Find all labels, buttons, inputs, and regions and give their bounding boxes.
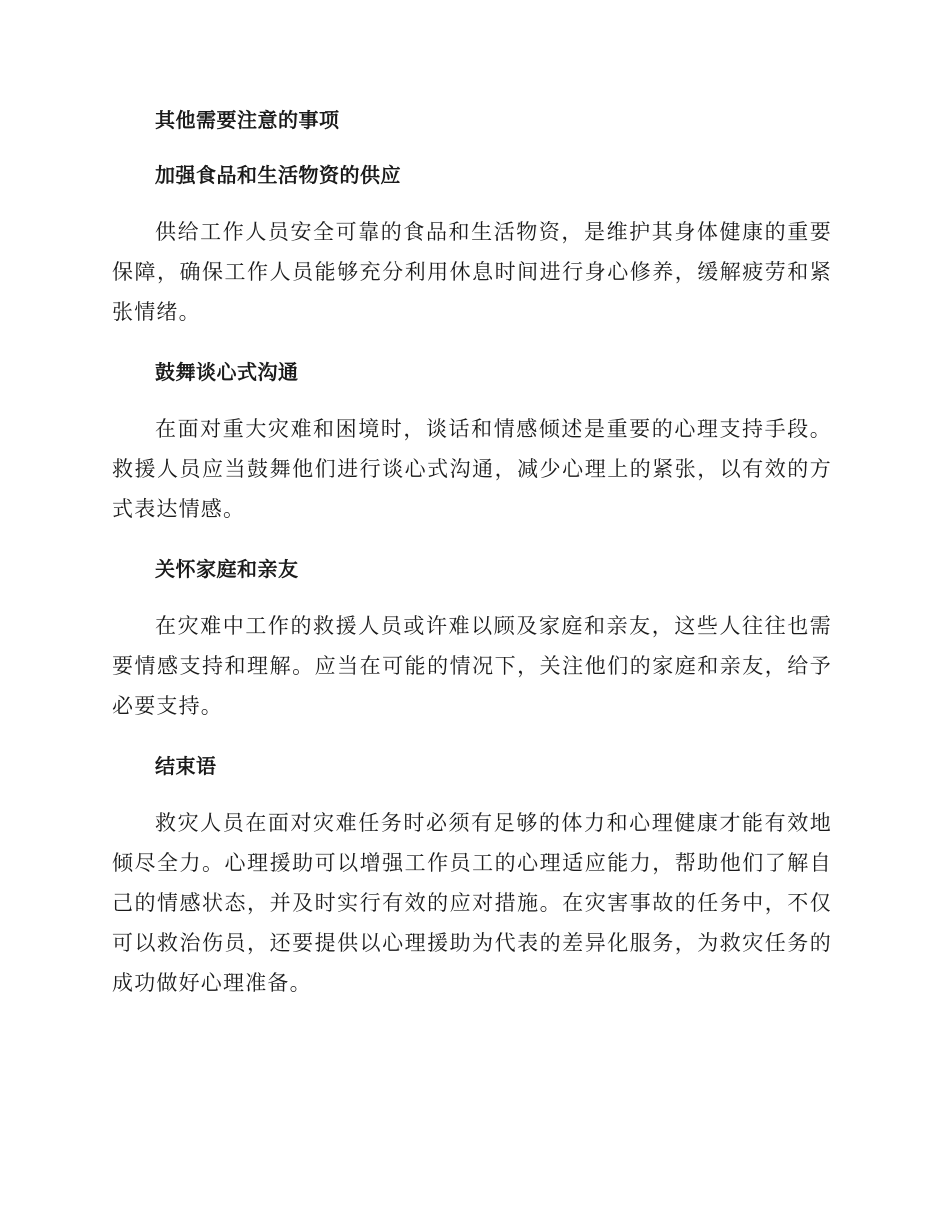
section-heading-communication: 鼓舞谈心式沟通 xyxy=(155,360,299,384)
document-page xyxy=(112,104,832,1027)
section-body-communication: 在面对重大灾难和困境时，谈话和情感倾述是重要的心理支持手段。救援人员应当鼓舞他们进行谈心式沟通，减少心理上的紧张，以有效的方式表达情感。 xyxy=(112,417,832,521)
section-heading-conclusion: 结束语 xyxy=(155,754,217,778)
section-heading-food-supply: 加强食品和生活物资的供应 xyxy=(155,163,401,187)
page-title: 其他需要注意的事项 xyxy=(155,108,340,132)
section-heading-family-care: 关怀家庭和亲友 xyxy=(155,557,299,581)
section-body-food-supply: 供给工作人员安全可靠的食品和生活物资，是维护其身体健康的重要保障，确保工作人员能够充分利用休息时间进行身心修养，缓解疲劳和紧张情绪。 xyxy=(112,220,832,324)
section-body-conclusion: 救灾人员在面对灾难任务时必须有足够的体力和心理健康才能有效地倾尽全力。心理援助可以增强工作员工的心理适应能力，帮助他们了解自己的情感状态，并及时实行有效的应对措施。在灾害事故的任务中，不仅可以救治伤员，还要提供以心理援助为代表的差异化服务，为救灾任务的成功做好心理准备。 xyxy=(112,811,832,995)
section-body-family-care: 在灾难中工作的救援人员或许难以顾及家庭和亲友，这些人往往也需要情感支持和理解。应当在可能的情况下，关注他们的家庭和亲友，给予必要支持。 xyxy=(112,614,832,718)
